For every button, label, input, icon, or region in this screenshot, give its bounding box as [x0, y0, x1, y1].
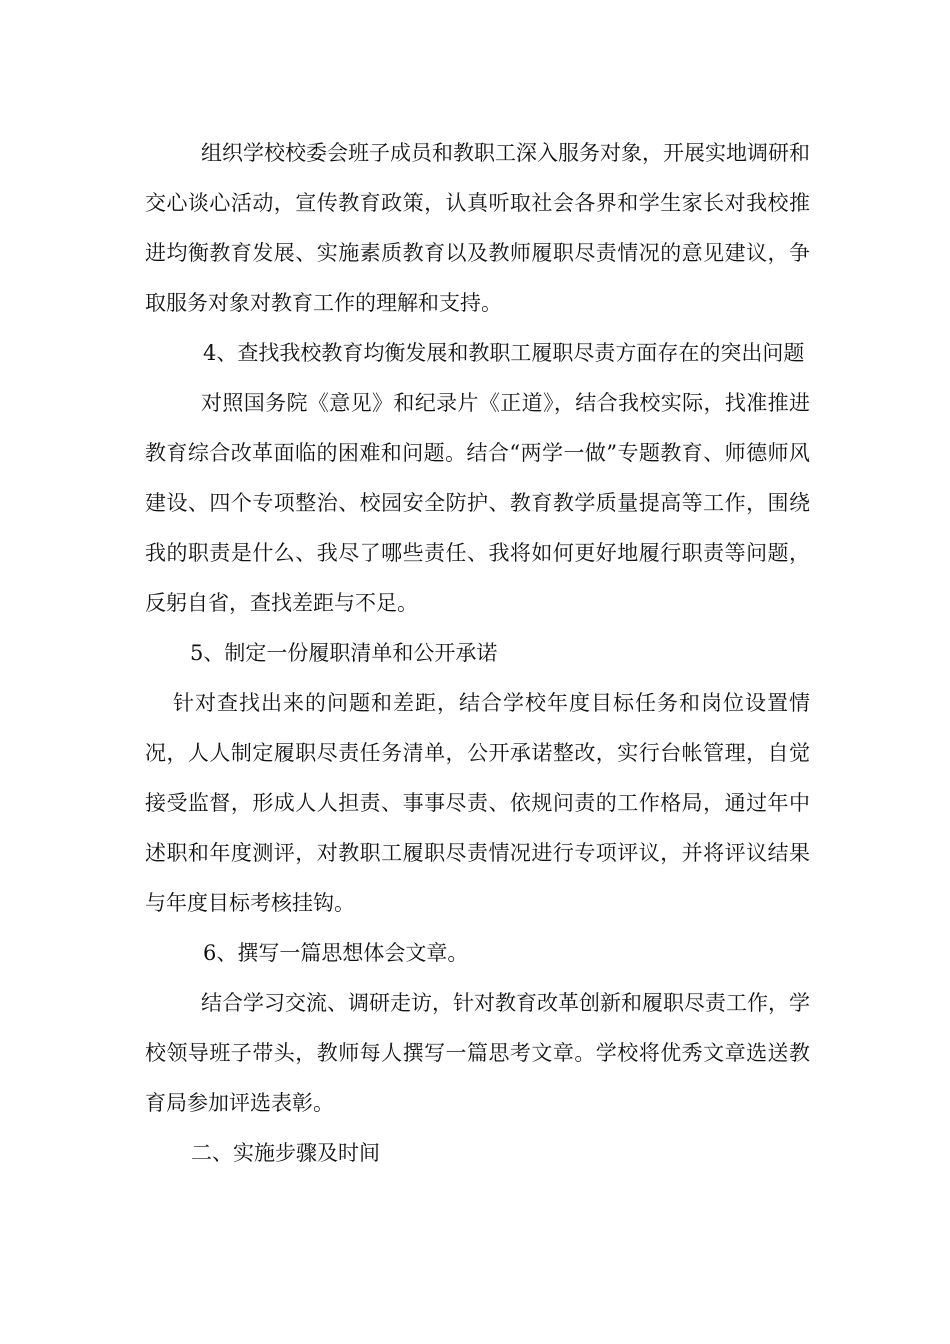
paragraph-outreach: 组织学校校委会班子成员和教职工深入服务对象，开展实地调研和交心谈心活动，宣传教育政策，认真听取社会各界和学生家长对我校推进均衡教育发展、实施素质教育以及教师履职尽责情况的意见建议，争取服务对象对教育工作的理解和支持。: [145, 141, 810, 315]
heading-item-6: 6、撰写一篇思想体会文章。: [203, 941, 469, 965]
paragraph-find-problems: 对照国务院《意见》和纪录片《正道》，结合我校实际，找准推进教育综合改革面临的困难和问题。结合“两学一做”专题教育、师德师风建设、四个专项整治、校园安全防护、教育教学质量提高等工作，围绕我的职责是什么、我尽了哪些责任、我将如何更好地履行职责等问题，反躬自省，查找差距与不足。: [145, 391, 810, 615]
heading-item-4: 4、查找我校教育均衡发展和教职工履职尽责方面存在的突出问题: [203, 341, 805, 365]
document-body: [145, 128, 810, 1178]
section-heading-2: 二、实施步骤及时间: [191, 1141, 380, 1165]
paragraph-essay: 结合学习交流、调研走访，针对教育改革创新和履职尽责工作，学校领导班子带头，教师每人撰写一篇思考文章。学校将优秀文章选送教育局参加评选表彰。: [145, 991, 810, 1115]
heading-item-5: 5、制定一份履职清单和公开承诺: [190, 641, 498, 665]
paragraph-duty-list: 针对查找出来的问题和差距，结合学校年度目标任务和岗位设置情况，人人制定履职尽责任务清单，公开承诺整改，实行台帐管理，自觉接受监督，形成人人担责、事事尽责、依规问责的工作格局，通过年中述职和年度测评，对教职工履职尽责情况进行专项评议，并将评议结果与年度目标考核挂钩。: [145, 691, 810, 915]
